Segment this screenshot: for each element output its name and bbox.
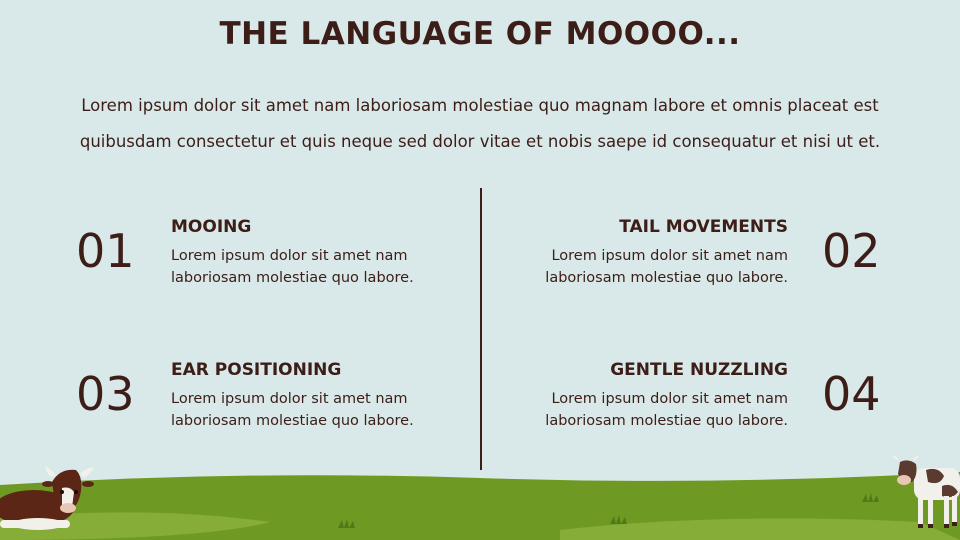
item-number-03: 03 (76, 367, 135, 421)
item-body-line: laboriosam molestiae quo labore. (171, 413, 414, 429)
item-body-line: laboriosam molestiae quo labore. (545, 413, 788, 429)
slide-title: THE LANGUAGE OF MOOOO... (219, 16, 741, 52)
intro-line-2: quibusdam consectetur et quis neque sed dolor vitae et nobis saepe id consequatur et nisi ut et. (79, 132, 881, 151)
item-number-02: 02 (822, 224, 881, 278)
lying-brown-cow-icon (0, 462, 100, 532)
item-body-line: Lorem ipsum dolor sit amet nam (171, 391, 408, 407)
item-title-gentle-nuzzling: GENTLE NUZZLING (610, 360, 788, 380)
item-number-01: 01 (76, 224, 135, 278)
item-body-line: Lorem ipsum dolor sit amet nam (551, 248, 788, 264)
item-body-line: laboriosam molestiae quo labore. (171, 270, 414, 286)
intro-line-1: Lorem ipsum dolor sit amet nam laboriosam molestiae quo magnam labore et omnis placeat est (81, 96, 879, 115)
standing-spotted-cow-icon (892, 452, 960, 532)
item-title-mooing: MOOING (171, 217, 252, 237)
item-body-line: laboriosam molestiae quo labore. (545, 270, 788, 286)
item-title-tail-movements: TAIL MOVEMENTS (619, 217, 788, 237)
item-number-04: 04 (822, 367, 881, 421)
item-body-line: Lorem ipsum dolor sit amet nam (171, 248, 408, 264)
item-title-ear-positioning: EAR POSITIONING (171, 360, 342, 380)
item-body-line: Lorem ipsum dolor sit amet nam (551, 391, 788, 407)
